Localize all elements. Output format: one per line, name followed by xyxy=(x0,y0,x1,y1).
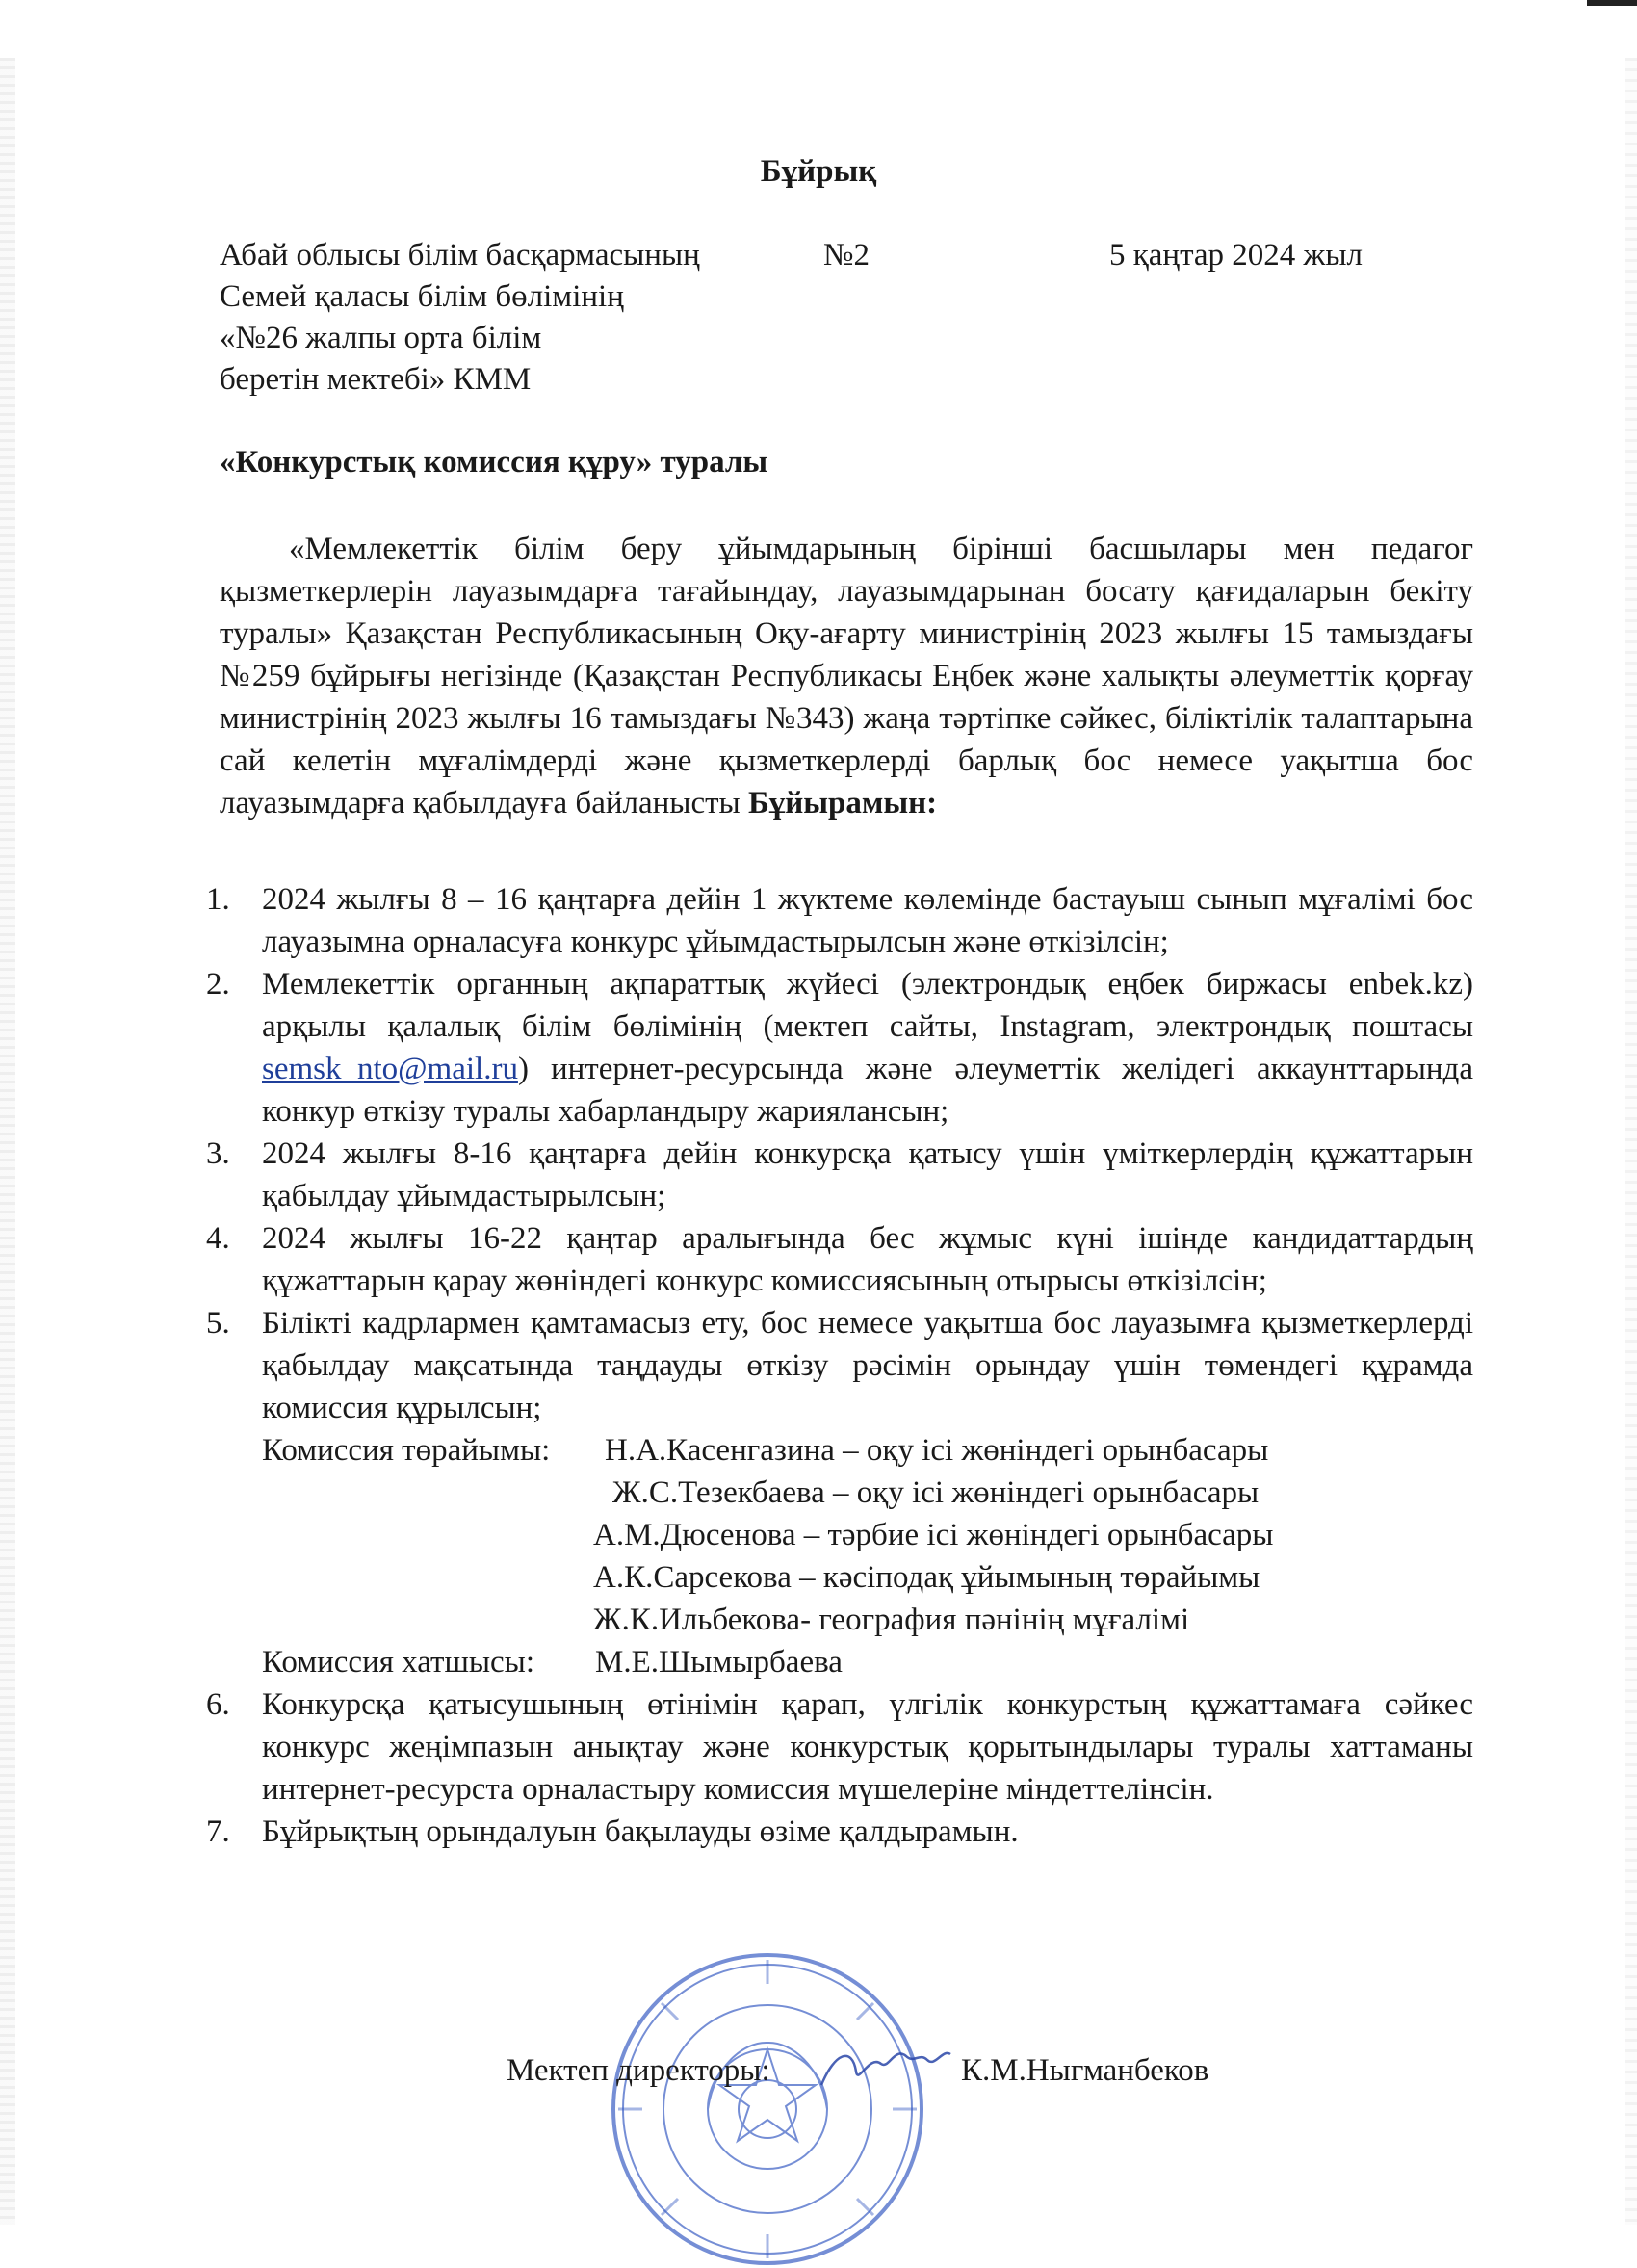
commission-chair-row xyxy=(262,1429,1473,1472)
order-items-list xyxy=(171,878,1473,1853)
signature-mark-icon xyxy=(814,2035,958,2102)
commission-member: Ж.С.Тезекбаева – оқу ісі жөніндегі орынбасары xyxy=(612,1475,1260,1510)
item-number: 4. xyxy=(206,1221,230,1256)
item-number: 7. xyxy=(206,1814,230,1849)
item-text: Білікті кадрлармен қамтамасыз ету, бос немесе уақытша бос лауазымға қызметкерлерді қабылдау мақсатында таңдауды өткізу рәсімін орындау үшін төмендегі құрамда комиссия құрылсын; xyxy=(262,1306,1473,1425)
document-title: Бұйрық xyxy=(760,154,877,189)
commission-secretary-name: М.Е.Шымырбаева xyxy=(595,1645,843,1680)
list-item xyxy=(171,963,1473,1133)
item-text: Бұйрықтың орындалуын бақылауды өзіме қалдырамын. xyxy=(262,1814,1019,1849)
signature-name: К.М.Ныгманбеков xyxy=(961,2053,1209,2088)
commission-member: А.М.Дюсенова – тәрбие ісі жөніндегі орынбасары xyxy=(593,1518,1274,1552)
commission-member-row xyxy=(262,1472,1473,1514)
list-item xyxy=(171,1217,1473,1302)
list-item xyxy=(171,1683,1473,1811)
commission-chair-label: Комиссия төрайымы: xyxy=(262,1433,551,1468)
commission-member-row xyxy=(262,1599,1473,1641)
item-number: 2. xyxy=(206,967,230,1002)
scan-edge-right xyxy=(1625,58,1637,2225)
org-line: Абай облысы білім басқармасының xyxy=(220,238,700,273)
scan-corner-mark xyxy=(1587,0,1637,6)
list-item xyxy=(171,1811,1473,1853)
commission-secretary-label: Комиссия хатшысы: xyxy=(262,1645,535,1680)
official-stamp-icon xyxy=(609,1950,926,2268)
item-text: 2024 жылғы 8-16 қаңтарға дейін конкурсқа қатысу үшін үміткерлердің құжаттарын қабылдау ұйымдастырылсын; xyxy=(262,1136,1473,1213)
signature-position: Мектеп директоры: xyxy=(507,2053,770,2088)
commission-secretary-row xyxy=(262,1641,1473,1683)
email-link[interactable]: semsk_nto@mail.ru xyxy=(262,1052,518,1086)
item-text: Конкурсқа қатысушының өтінімін қарап, үлгілік конкурстың құжаттамаға сәйкес конкурс жеңімпазын анықтау және конкурстық қорытындылары туралы хаттаманы интернет-ресурста орналастыру комиссия мүшелеріне міндеттелінсін. xyxy=(262,1687,1473,1807)
list-item xyxy=(171,878,1473,963)
org-line: «№26 жалпы орта білім xyxy=(220,321,542,355)
order-number: №2 xyxy=(823,238,870,273)
item-number: 3. xyxy=(206,1136,230,1171)
item-text: ) интернет-ресурсында және әлеуметтік желідегі аккаунттарында конкур өткізу туралы хабарландыру жариялансын; xyxy=(262,1052,1473,1129)
org-line: беретін мектебі» КММ xyxy=(220,362,532,397)
commission-member-row xyxy=(262,1514,1473,1556)
item-number: 6. xyxy=(206,1687,230,1722)
item-text: Мемлекеттік органның ақпараттық жүйесі (электрондық еңбек биржасы enbek.kz) арқылы қалалық білім бөлімінің (мектеп сайты, Instagram, электрондық поштасы xyxy=(262,967,1473,1044)
list-item xyxy=(171,1302,1473,1429)
commission-member: Н.А.Касенгазина – оқу ісі жөніндегі орынбасары xyxy=(605,1433,1269,1468)
org-line: Семей қаласы білім бөлімінің xyxy=(220,279,624,314)
preamble xyxy=(220,528,1473,824)
item-number: 5. xyxy=(206,1306,230,1341)
commission-member: Ж.К.Ильбекова- география пәнінің мұғалімі xyxy=(593,1603,1190,1637)
commission-member-row xyxy=(262,1556,1473,1599)
item-text: 2024 жылғы 8 – 16 қаңтарға дейін 1 жүктеме көлемінде бастауыш сынып мұғалімі бос лауазымна орналасуға конкурс ұйымдастырылсын және өткізілсін; xyxy=(262,882,1473,959)
order-date: 5 қаңтар 2024 жыл xyxy=(1109,238,1364,273)
list-item xyxy=(171,1133,1473,1217)
commission-block xyxy=(171,1429,1473,1683)
order-subject: «Конкурстық комиссия құру» туралы xyxy=(220,445,768,480)
scan-edge-left xyxy=(0,58,15,2225)
preamble-decree: Бұйырамын: xyxy=(747,786,938,821)
commission-member: А.К.Сарсекова – кәсіподақ ұйымының төрайымы xyxy=(593,1560,1260,1595)
item-text: 2024 жылғы 16-22 қаңтар аралығында бес жұмыс күні ішінде кандидаттардың құжаттарын қарау жөніндегі конкурс комиссиясының отырысы өткізілсін; xyxy=(262,1221,1473,1298)
organization-block xyxy=(220,235,700,401)
item-number: 1. xyxy=(206,882,230,917)
preamble-text: «Мемлекеттік білім беру ұйымдарының бірінші басшылары мен педагог қызметкерлерін лауазымдарға тағайындау, лауазымдарынан босату қағидаларын бекіту туралы» Қазақстан Республикасының Оқу-ағарту министрінің 2023 жылғы 15 тамыздағы №259 бұйрығы негізінде (Қазақстан Республикасы Еңбек және халықты әлеуметтік қорғау министрінің 2023 жылғы 16 тамыздағы №343) жаңа тәртіпке сәйкес, біліктілік талаптарына сай келетін мұғалімдерді және қызметкерлерді барлық бос немесе уақытша бос лауазымдарға қабылдауға байланысты xyxy=(220,532,1473,821)
